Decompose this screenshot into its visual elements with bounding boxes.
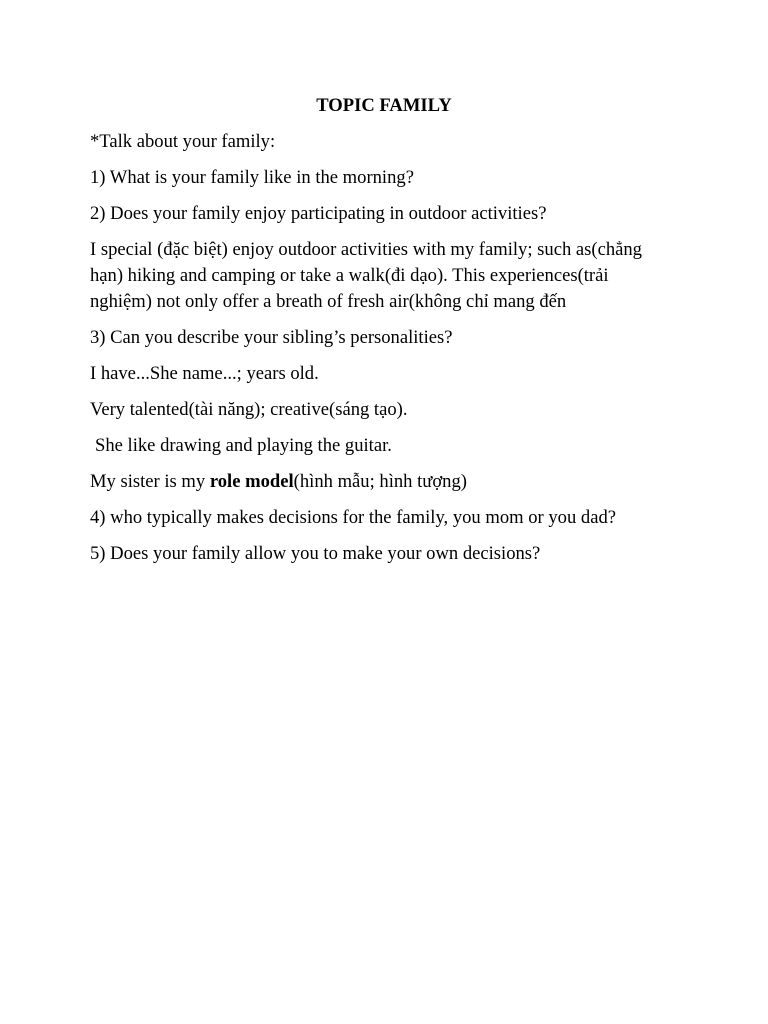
question-2: 2) Does your family enjoy participating in outdoor activities? xyxy=(90,203,547,224)
page-title: TOPIC FAMILY xyxy=(316,95,452,116)
question-1: 1) What is your family like in the morning? xyxy=(90,167,414,188)
question-4: 4) who typically makes decisions for the family, you mom or you dad? xyxy=(90,507,617,528)
question-5: 5) Does your family allow you to make your own decisions? xyxy=(90,543,541,564)
answer-3-line-4 xyxy=(90,469,670,495)
answer-3-line-3: She like drawing and playing the guitar. xyxy=(95,435,392,456)
question-3: 3) Can you describe your sibling’s personalities? xyxy=(90,327,453,348)
answer-3-line-4-prefix: My sister is my xyxy=(90,471,210,492)
answer-3-line-4-suffix: (hình mẫu; hình tượng) xyxy=(293,471,467,492)
answer-2: I special (đặc biệt) enjoy outdoor activities with my family; such as(chẳng hạn) hiking and camping or take a walk(đi dạo). This experiences(trải nghiệm) not only offer a breath of fresh air(không chỉ mang đến xyxy=(90,239,642,312)
document-body xyxy=(90,93,670,577)
role-model-emphasis: role model xyxy=(209,471,294,492)
answer-3-line-1: I have...She name...; years old. xyxy=(90,363,319,384)
intro-line: *Talk about your family: xyxy=(90,131,276,152)
answer-3-line-2: Very talented(tài năng); creative(sáng tạo). xyxy=(90,399,408,420)
